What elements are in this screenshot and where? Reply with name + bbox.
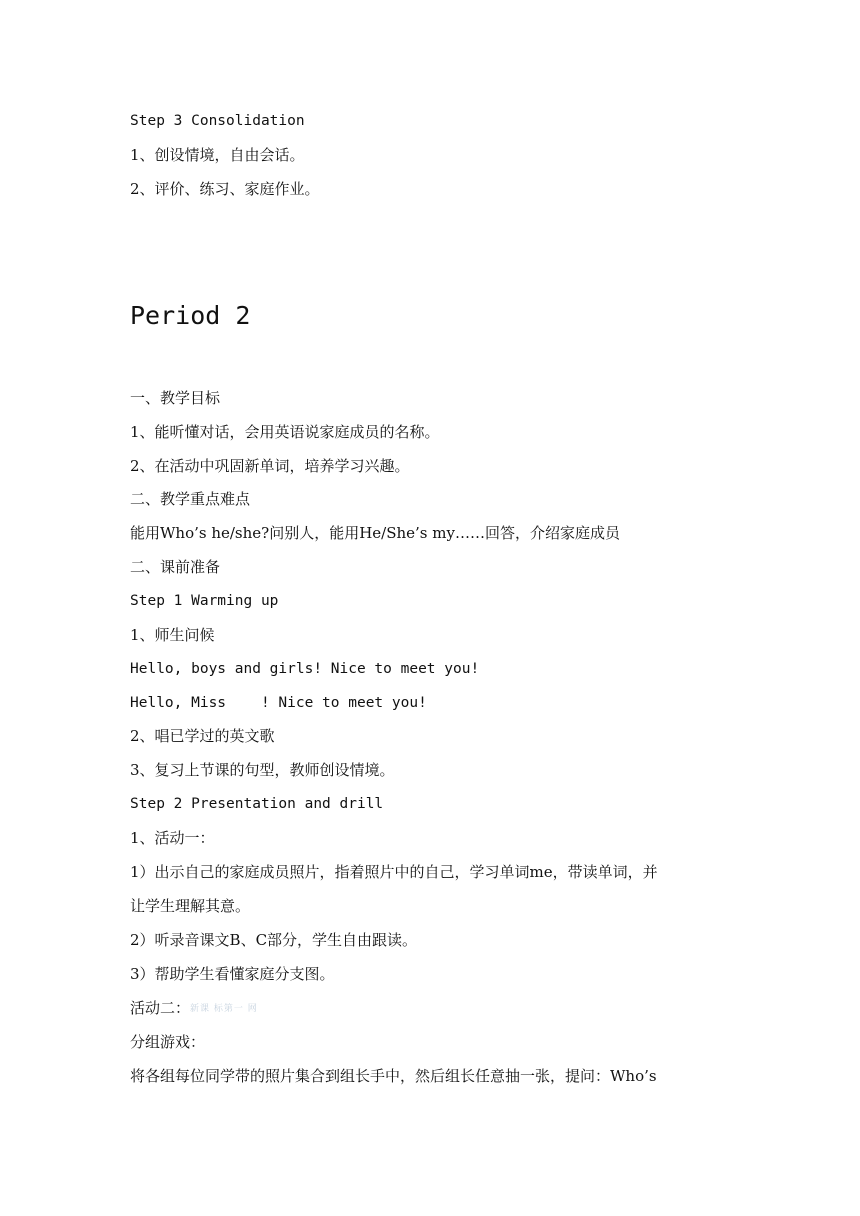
step1-heading: Step 1 Warming up [130, 593, 279, 609]
activity-1-step-1-cont: 让学生理解其意。 [130, 897, 251, 915]
step3-item-2: 2、评价、练习、家庭作业。 [130, 180, 320, 198]
activity-2-line [130, 998, 258, 1019]
step2-heading: Step 2 Presentation and drill [130, 796, 384, 812]
objective-1: 1、能听懂对话，会用英语说家庭成员的名称。 [130, 423, 440, 441]
group-game-text: 将各组每位同学带的照片集合到组长手中，然后组长任意抽一张，提问：Who’s [130, 1067, 657, 1085]
objective-2: 2、在活动中巩固新单词，培养学习兴趣。 [130, 457, 410, 475]
activity-1-step-3: 3）帮助学生看懂家庭分支图。 [130, 965, 335, 983]
section-objectives: 一、教学目标 [130, 389, 221, 407]
group-game-label: 分组游戏： [130, 1033, 206, 1051]
activity-1-label: 1、活动一： [130, 829, 215, 847]
step1-item-1: 1、师生问候 [130, 626, 215, 644]
greeting-line-1: Hello, boys and girls! Nice to meet you! [130, 661, 480, 677]
step3-item-1: 1、创设情境，自由会话。 [130, 146, 305, 164]
greeting-line-2: Hello, Miss ! Nice to meet you! [130, 695, 427, 711]
step1-item-2: 2、唱已学过的英文歌 [130, 727, 275, 745]
activity-2-label: 活动二： [130, 999, 191, 1017]
section-preparation: 二、课前准备 [130, 558, 221, 576]
activity-1-step-2: 2）听录音课文B、C部分，学生自由跟读。 [130, 931, 418, 949]
step3-heading: Step 3 Consolidation [130, 113, 305, 129]
key-point-text: 能用Who’s he/she?问别人，能用He/She’s my……回答，介绍家庭成员 [130, 524, 620, 542]
activity-1-step-1: 1）出示自己的家庭成员照片，指着照片中的自己，学习单词me，带读单词，并 [130, 863, 658, 881]
step1-item-3: 3、复习上节课的句型，教师创设情境。 [130, 761, 395, 779]
section-key-points: 二、教学重点难点 [130, 490, 251, 508]
watermark-text: 新课 标第一 网 [190, 1004, 258, 1014]
period-heading: Period 2 [130, 301, 251, 330]
